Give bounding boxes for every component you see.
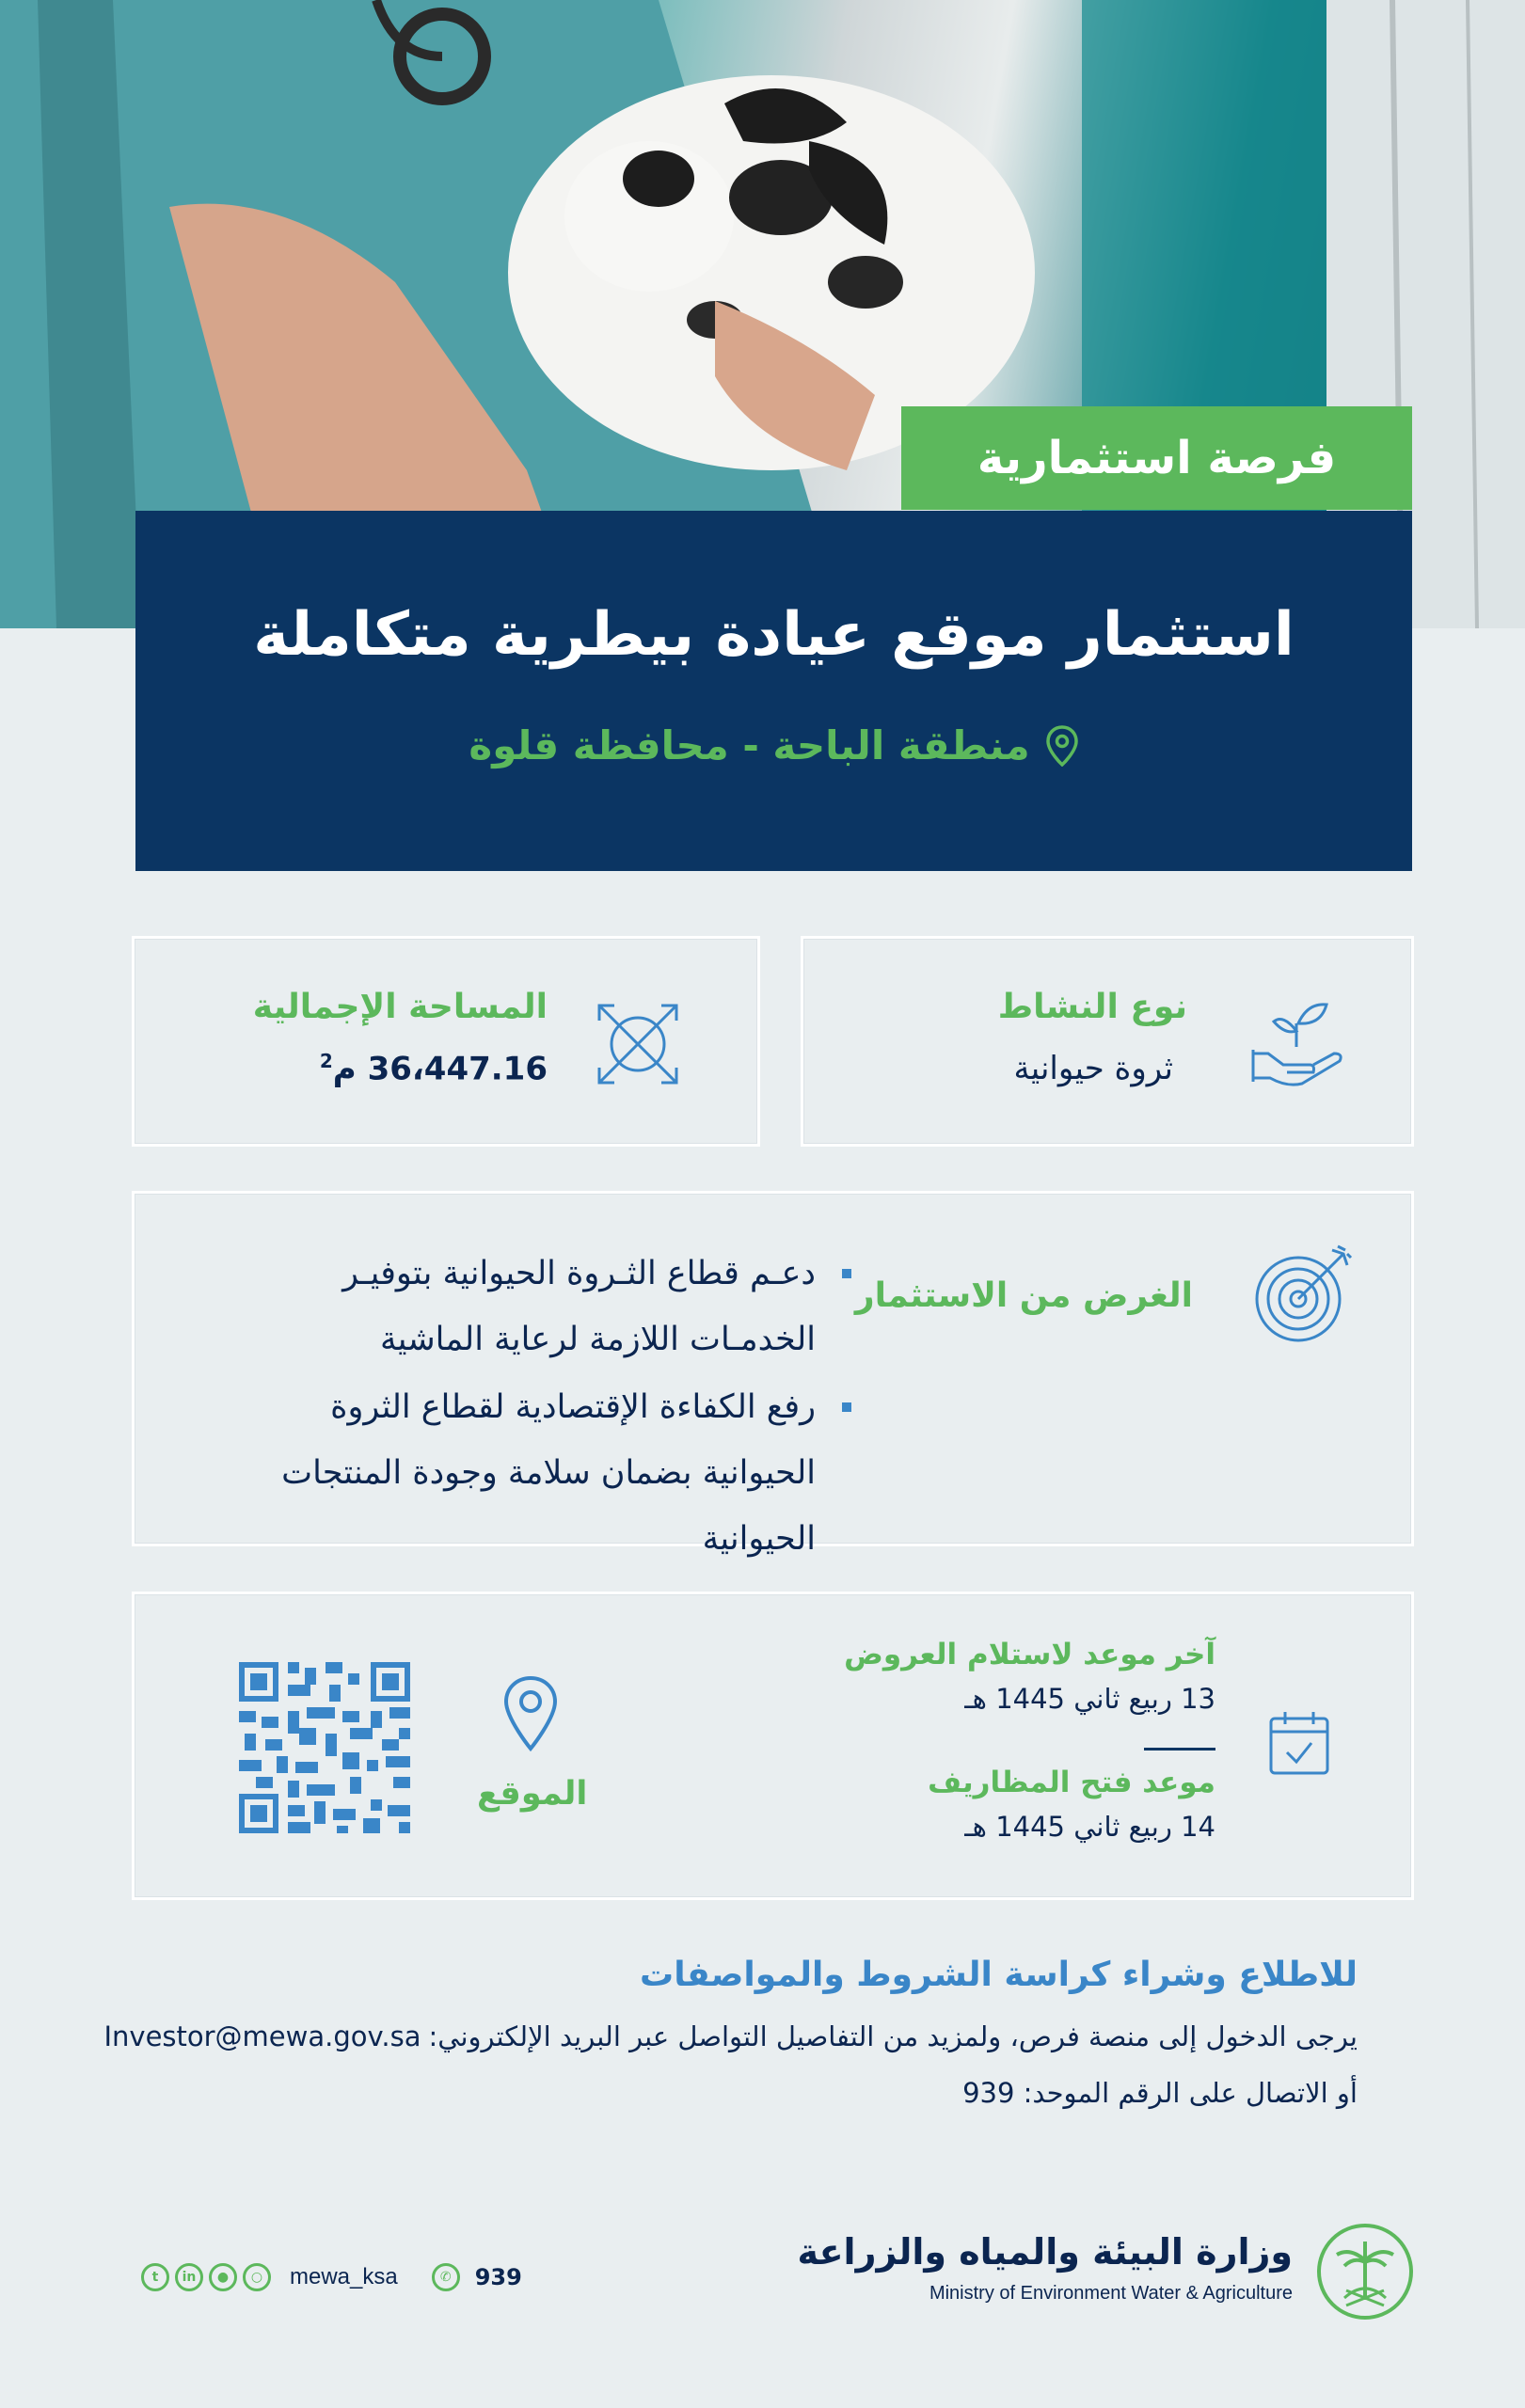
social-links — [141, 2263, 522, 2291]
site-label[interactable]: الموقع — [477, 1775, 588, 1813]
opportunity-tag-label: فرصة استثمارية — [977, 432, 1337, 484]
map-pin-icon — [1045, 725, 1079, 767]
purpose-list — [212, 1241, 851, 1572]
activity-label: نوع النشاط — [997, 988, 1187, 1026]
hand-plant-icon — [1246, 995, 1347, 1089]
location-line — [135, 722, 1412, 768]
activity-value: ثروة حيوانية — [1013, 1050, 1173, 1087]
phone-icon: ✆ — [432, 2263, 460, 2291]
title-banner — [135, 511, 1412, 871]
twitter-icon[interactable]: t — [141, 2263, 169, 2291]
footer-phone-number[interactable]: 939 — [474, 2264, 522, 2290]
purpose-card — [132, 1191, 1414, 1558]
expand-area-icon — [594, 1000, 682, 1088]
contact-email-link[interactable]: Investor@mewa.gov.sa — [103, 2020, 421, 2052]
deadline-label: آخر موعد لاستلام العروض — [844, 1638, 1215, 1671]
ministry-name-en: Ministry of Environment Water & Agriculture — [929, 2283, 1293, 2304]
purpose-label: الغرض من الاستثمار — [854, 1276, 1193, 1315]
dates-card — [132, 1592, 1414, 1900]
opening-value: 14 ربيع ثاني 1445 هـ — [964, 1811, 1215, 1843]
info-line-1-text: يرجى الدخول إلى منصة فرص، ولمزيد من التفاصيل التواصل عبر البريد الإلكتروني: — [428, 2020, 1358, 2052]
area-card — [132, 936, 760, 1147]
ministry-logo — [1316, 2223, 1414, 2321]
target-icon — [1251, 1243, 1355, 1346]
opening-label: موعد فتح المظاريف — [928, 1766, 1215, 1799]
opportunity-tag — [901, 406, 1412, 510]
info-heading: للاطلاع وشراء كراسة الشروط والمواصفات — [640, 1956, 1358, 1994]
linkedin-icon[interactable]: in — [175, 2263, 203, 2291]
purpose-item: دعـم قطاع الثـروة الحيوانية بتوفيـر الخدمـات اللازمة لرعاية الماشية — [212, 1241, 851, 1372]
page-title: استثمار موقع عيادة بيطرية متكاملة — [253, 600, 1295, 670]
area-number: 36،447.16 م — [332, 1050, 548, 1088]
instagram-icon[interactable]: ○ — [243, 2263, 271, 2291]
social-handle[interactable]: mewa_ksa — [290, 2264, 398, 2289]
purpose-item: رفع الكفاءة الإقتصادية لقطاع الثروة الحيوانية بضمان سلامة وجودة المنتجات الحيوانية — [212, 1374, 851, 1572]
location-pin-icon[interactable] — [502, 1675, 559, 1752]
location-text: منطقة الباحة - محافظة قلوة — [469, 722, 1030, 768]
info-line-1 — [103, 2020, 1358, 2052]
snapchat-icon[interactable]: ● — [209, 2263, 237, 2291]
activity-card — [801, 936, 1414, 1147]
area-unit-superscript: 2 — [319, 1050, 333, 1072]
dates-divider — [1144, 1748, 1215, 1751]
area-label: المساحة الإجمالية — [252, 988, 548, 1026]
area-value — [320, 1050, 548, 1087]
info-line-2: أو الاتصال على الرقم الموحد: 939 — [962, 2077, 1358, 2109]
deadline-value: 13 ربيع ثاني 1445 هـ — [964, 1683, 1215, 1715]
calendar-check-icon — [1268, 1709, 1330, 1777]
ministry-name-ar: وزارة البيئة والمياه والزراعة — [797, 2231, 1293, 2273]
qr-code[interactable] — [239, 1662, 410, 1833]
